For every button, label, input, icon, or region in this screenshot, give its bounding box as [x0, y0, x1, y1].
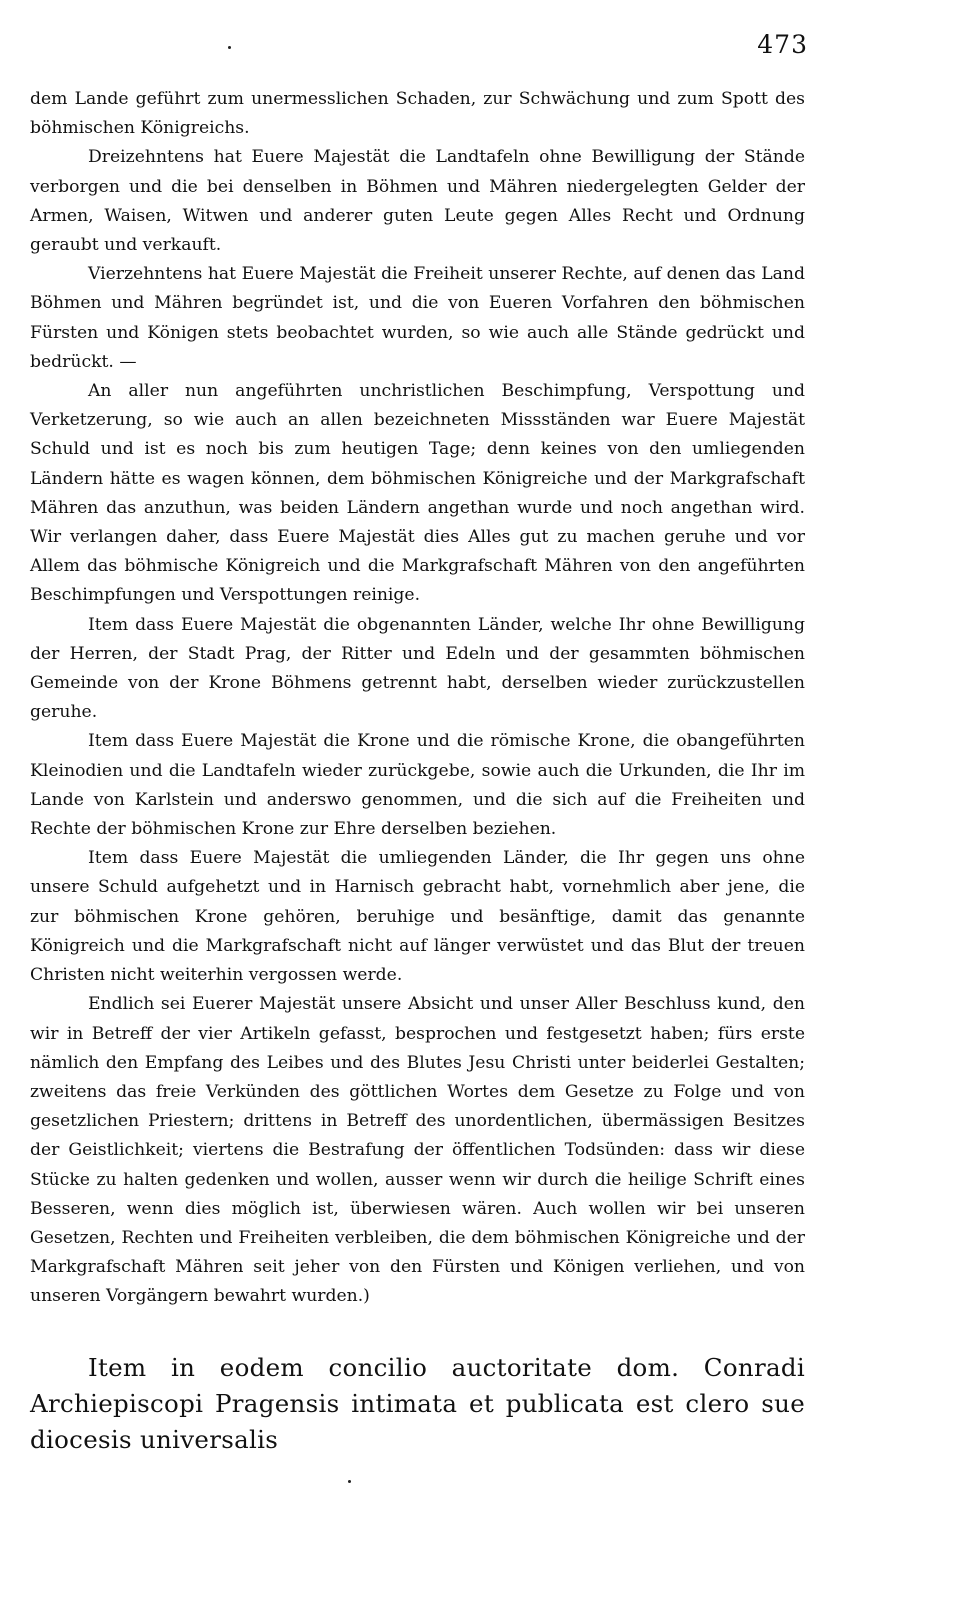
paragraph-fourteenth: Vierzehntens hat Euere Majestät die Freiheit unserer Rechte, auf denen das Land Böhmen und Mähren begründet ist, und die von Eueren Vorfahren den böhmischen Fürsten und Königen stets beobachtet wurden, so wie auch alle Stände gedrückt und bedrückt. —	[30, 264, 805, 372]
paragraph-guilt: An aller nun angeführten unchristlichen Beschimpfung, Verspottung und Verketzerung, so wie auch an allen bezeichneten Missständen war Euere Majestät Schuld und ist es noch bis zum heutigen Tage; denn keines von den umliegenden Ländern hätte es wagen können, dem böhmischen Königreiche und der Markgrafschaft Mähren das anzuthun, was beiden Ländern angethan wurde und noch angethan wird. Wir verlangen daher, dass Euere Majestät dies Alles gut zu machen geruhe und vor Allem das böhmische Königreich und die Markgrafschaft Mähren von den angeführten Beschimpfungen und Verspottungen reinige.	[30, 381, 805, 606]
page-number: 473	[757, 30, 808, 59]
paragraph-four-articles: Endlich sei Euerer Majestät unsere Absicht und unser Aller Beschluss kund, den wir in Betreff der vier Artikeln gefasst, besprochen und festgesetzt haben; fürs erste nämlich den Empfang des Leibes und des Blutes Jesu Christi unter beiderlei Gestalten; zweitens das freie Verkünden des göttlichen Wortes dem Gesetze zu Folge und von gesetzlichen Priestern; drittens in Betreff des unordentlichen, übermässigen Besitzes der Geistlichkeit; viertens die Bestrafung der öffentlichen Todsünden: dass wir diese Stücke zu halten gedenken und wollen, ausser wenn wir durch die heilige Schrift eines Besseren, wenn dies möglich ist, überwiesen wären. Auch wollen wir bei unseren Gesetzen, Rechten und Freiheiten verbleiben, die dem böhmischen Königreiche und der Markgrafschaft Mähren seit jeher von den Fürsten und Königen verliehen, und von unseren Vorgängern bewahrt wurden.)	[30, 994, 805, 1307]
paragraph-thirteenth: Dreizehntens hat Euere Majestät die Landtafeln ohne Bewilligung der Stände verborgen und die bei denselben in Böhmen und Mähren niedergelegten Gelder der Armen, Waisen, Witwen und anderer guten Leute gegen Alles Recht und Ordnung geraubt und verkauft.	[30, 147, 805, 256]
speck-mark	[348, 1480, 351, 1483]
latin-body-text	[30, 1350, 805, 1458]
paragraph-item-neighbours: Item dass Euere Majestät die umliegenden Länder, die Ihr gegen uns ohne unsere Schuld aufgehetzt und in Harnisch gebracht habt, vornehmlich aber jene, die zur böhmischen Krone gehören, beruhige und besänftige, damit das genannte Königreich und die Markgrafschaft nicht auf länger verwüstet und das Blut der treuen Christen nicht weiterhin vergossen werde.	[30, 848, 805, 986]
speck-mark	[228, 46, 231, 49]
paragraph-item-lands: Item dass Euere Majestät die obgenannten Länder, welche Ihr ohne Bewilligung der Herren, der Stadt Prag, der Ritter und Edeln und der gesammten böhmischen Gemeinde von der Krone Böhmens getrennt habt, derselben wieder zurückzustellen geruhe.	[30, 614, 805, 723]
german-body-text	[30, 85, 805, 1312]
paragraph-continuation: dem Lande geführt zum unermesslichen Schaden, zur Schwächung und zum Spott des böhmischen Königreichs.	[30, 89, 805, 139]
latin-paragraph: Item in eodem concilio auctoritate dom. Conradi Archiepiscopi Pragensis intimata et publicata est clero sue diocesis universalis	[30, 1353, 805, 1454]
paragraph-item-crown: Item dass Euere Majestät die Krone und die römische Krone, die obangeführten Kleinodien und die Landtafeln wieder zurückgebe, sowie auch die Urkunden, die Ihr im Lande von Karlstein und anderswo genommen, und die sich auf die Freiheiten und Rechte der böhmischen Krone zur Ehre derselben beziehen.	[30, 731, 805, 840]
